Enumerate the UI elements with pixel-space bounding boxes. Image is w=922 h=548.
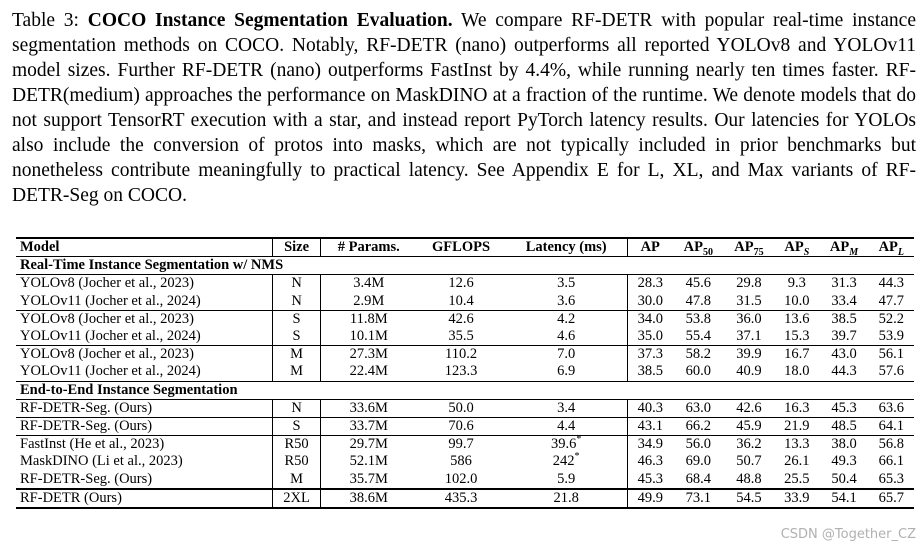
cell-size: N	[272, 399, 320, 417]
cell-apm: 44.3	[831, 363, 857, 380]
col-apl	[869, 238, 914, 257]
table-row	[16, 489, 914, 508]
table-row	[16, 453, 914, 470]
cell-ap: 49.9	[627, 489, 673, 508]
cell-ap50: 55.4	[685, 328, 711, 345]
cell-apl: 53.9	[878, 328, 904, 345]
cell-ap75: 29.8	[736, 275, 762, 292]
col-gflops: GFLOPS	[416, 238, 505, 257]
cell-params: 35.7M	[349, 470, 388, 487]
cell-aps: 15.3	[784, 328, 810, 345]
cell-size: R50	[272, 436, 320, 454]
cell-size: M	[272, 363, 320, 381]
cell-model: RF-DETR-Seg. (Ours)	[16, 417, 272, 435]
cell-aps: 10.0	[784, 292, 810, 309]
watermark: CSDN @Together_CZ	[780, 527, 916, 542]
cell-gflops: 50.0	[448, 399, 474, 416]
cell-params: 22.4M	[349, 363, 388, 380]
cell-apl: 66.1	[878, 453, 904, 470]
cell-apm: 54.1	[819, 489, 868, 508]
cell-ap75: 37.1	[736, 328, 762, 345]
cell-size: S	[272, 310, 320, 328]
table-row	[16, 470, 914, 488]
cell-size: M	[272, 346, 320, 364]
cell-apl: 52.2	[869, 310, 914, 328]
cell-ap: 28.3	[637, 275, 663, 292]
cell-params: 33.6M	[349, 399, 388, 416]
col-aps	[774, 238, 819, 257]
table-row	[16, 363, 914, 381]
cell-latency: 4.6	[506, 328, 627, 346]
col-ap50-label: AP	[683, 239, 703, 256]
cell-model: YOLOv11 (Jocher et al., 2024)	[16, 293, 272, 311]
cell-ap: 34.9	[627, 436, 673, 454]
cell-ap75: 36.2	[724, 436, 775, 454]
cell-gflops: 586	[450, 453, 472, 470]
cell-apm: 43.0	[819, 346, 868, 364]
section-title: End-to-End Instance Segmentation	[16, 381, 914, 399]
col-params: # Params.	[321, 238, 417, 257]
cell-latency: 39.6*	[506, 436, 627, 454]
cell-apl: 65.7	[869, 489, 914, 508]
table-row	[16, 436, 914, 454]
cell-latency: 6.9	[506, 363, 627, 381]
cell-ap50: 63.0	[685, 399, 711, 416]
cell-ap: 45.3	[637, 470, 663, 487]
col-aps-sub: S	[803, 246, 810, 258]
cell-ap75: 36.0	[724, 310, 775, 328]
table-row	[16, 293, 914, 311]
table-row	[16, 275, 914, 293]
cell-latency: 21.8	[506, 489, 627, 508]
cell-ap50: 66.2	[673, 417, 724, 435]
cell-apl: 47.7	[878, 292, 904, 309]
cell-model: RF-DETR (Ours)	[16, 489, 272, 508]
cell-aps: 9.3	[787, 275, 806, 292]
cell-ap: 46.3	[637, 453, 663, 470]
table-row	[16, 346, 914, 364]
cell-size: S	[272, 417, 320, 435]
cell-ap: 35.0	[637, 328, 663, 345]
table-caption	[12, 8, 916, 208]
col-ap50	[673, 238, 724, 257]
col-ap50-sub: 50	[702, 246, 713, 258]
cell-params: 2.9M	[353, 292, 385, 309]
cell-latency: 3.5	[506, 275, 627, 293]
col-model: Model	[16, 238, 272, 257]
cell-model: YOLOv11 (Jocher et al., 2024)	[16, 328, 272, 346]
col-size: Size	[272, 238, 320, 257]
cell-ap75: 45.9	[724, 417, 775, 435]
cell-ap50: 53.8	[673, 310, 724, 328]
cell-aps: 16.3	[784, 399, 810, 416]
cell-size: N	[272, 275, 320, 293]
cell-ap75: 48.8	[736, 470, 762, 487]
cell-latency: 4.2	[506, 310, 627, 328]
cell-aps: 13.3	[774, 436, 819, 454]
table-row	[16, 399, 914, 417]
cell-apl: 63.6	[878, 399, 904, 416]
results-table-wrapper	[16, 237, 914, 509]
header-row	[16, 238, 914, 257]
cell-gflops: 123.3	[444, 363, 478, 380]
cell-ap: 37.3	[627, 346, 673, 364]
cell-ap75: 31.5	[736, 292, 762, 309]
cell-model: RF-DETR-Seg. (Ours)	[16, 470, 272, 488]
col-ap75-label: AP	[734, 239, 754, 256]
cell-ap75: 39.9	[724, 346, 775, 364]
cell-size: S	[272, 328, 320, 346]
cell-params: 27.3M	[321, 346, 417, 364]
cell-ap75: 54.5	[724, 489, 775, 508]
cell-apl: 56.1	[869, 346, 914, 364]
cell-ap50: 56.0	[673, 436, 724, 454]
cell-ap50: 73.1	[673, 489, 724, 508]
cell-params: 52.1M	[349, 453, 388, 470]
col-apm	[819, 238, 868, 257]
cell-gflops: 42.6	[416, 310, 505, 328]
cell-ap75: 42.6	[736, 399, 762, 416]
col-apl-sub: L	[897, 246, 905, 258]
cell-ap50: 58.2	[673, 346, 724, 364]
cell-apl: 44.3	[878, 275, 904, 292]
cell-gflops: 99.7	[416, 436, 505, 454]
cell-gflops: 12.6	[448, 275, 474, 292]
cell-apl: 64.1	[869, 417, 914, 435]
cell-latency: 5.9	[506, 470, 627, 488]
table-row	[16, 417, 914, 435]
col-apl-label: AP	[878, 239, 898, 256]
col-latency: Latency (ms)	[506, 238, 627, 257]
cell-aps: 13.6	[774, 310, 819, 328]
results-table	[16, 237, 914, 509]
col-ap: AP	[627, 238, 673, 257]
cell-ap: 43.1	[627, 417, 673, 435]
cell-model: FastInst (He et al., 2023)	[16, 436, 272, 454]
cell-apm: 48.5	[819, 417, 868, 435]
cell-ap: 30.0	[637, 292, 663, 309]
cell-apm: 39.7	[831, 328, 857, 345]
cell-model: YOLOv8 (Jocher et al., 2023)	[16, 310, 272, 328]
cell-apm: 49.3	[831, 453, 857, 470]
col-ap75-sub: 75	[753, 246, 764, 258]
cell-ap50: 60.0	[685, 363, 711, 380]
cell-model: RF-DETR-Seg. (Ours)	[16, 399, 272, 417]
table-body	[16, 257, 914, 508]
cell-params: 3.4M	[353, 275, 385, 292]
cell-latency: 3.4	[506, 399, 627, 417]
cell-model: YOLOv8 (Jocher et al., 2023)	[16, 346, 272, 364]
cell-model: MaskDINO (Li et al., 2023)	[16, 453, 272, 470]
cell-latency: 3.6	[506, 293, 627, 311]
cell-ap50: 47.8	[685, 292, 711, 309]
cell-apl: 56.8	[869, 436, 914, 454]
col-apm-label: AP	[829, 239, 850, 256]
cell-aps: 18.0	[784, 363, 810, 380]
cell-size: N	[272, 293, 320, 311]
table-row	[16, 310, 914, 328]
cell-apl: 57.6	[878, 363, 904, 380]
cell-gflops: 35.5	[448, 328, 474, 345]
cell-params: 33.7M	[321, 417, 417, 435]
cell-params: 11.8M	[321, 310, 417, 328]
cell-ap50: 45.6	[685, 275, 711, 292]
cell-model: YOLOv8 (Jocher et al., 2023)	[16, 275, 272, 293]
caption-title: COCO Instance Segmentation Evaluation.	[87, 10, 453, 31]
cell-gflops: 102.0	[444, 470, 478, 487]
star-marker: *	[576, 434, 582, 446]
cell-params: 10.1M	[349, 328, 388, 345]
caption-label: Table 3:	[12, 10, 79, 31]
cell-params: 29.7M	[321, 436, 417, 454]
col-apm-sub: M	[849, 246, 859, 258]
cell-gflops: 10.4	[448, 292, 474, 309]
cell-ap50: 68.4	[685, 470, 711, 487]
cell-latency: 4.4	[506, 417, 627, 435]
cell-params: 38.6M	[321, 489, 417, 508]
cell-apm: 33.4	[831, 292, 857, 309]
cell-apm: 38.0	[819, 436, 868, 454]
caption-body: We compare RF-DETR with popular real-time instance segmentation methods on COCO. Notably, RF-DETR (nano) outperforms all reported YOLOv8 and YOLOv11 model sizes. Further RF-DETR (nano) outperforms FastInst by 4.4%, while running nearly ten times faster. RF-DETR(medium) approaches the performance on MaskDINO at a fraction of the runtime. We denote models that do not support TensorRT execution with a star, and instead report PyTorch latency results. Our latencies for YOLOs also include the conversion of protos into masks, which are not typically included in prior benchmarks but nonetheless contribute meaningfully to practical latency. See Appendix E for L, XL, and Max variants of RF-DETR-Seg on COCO.	[12, 10, 916, 206]
cell-gflops: 70.6	[416, 417, 505, 435]
cell-size: M	[272, 470, 320, 488]
cell-aps: 16.7	[774, 346, 819, 364]
cell-model: YOLOv11 (Jocher et al., 2024)	[16, 363, 272, 381]
cell-aps: 33.9	[774, 489, 819, 508]
cell-ap50: 69.0	[685, 453, 711, 470]
cell-ap: 40.3	[637, 399, 663, 416]
cell-apm: 45.3	[831, 399, 857, 416]
cell-aps: 26.1	[784, 453, 810, 470]
cell-aps: 21.9	[774, 417, 819, 435]
cell-size: R50	[272, 453, 320, 470]
star-marker: *	[574, 451, 580, 463]
cell-aps: 25.5	[784, 470, 810, 487]
table-row	[16, 328, 914, 346]
cell-ap75: 40.9	[736, 363, 762, 380]
cell-apm: 38.5	[819, 310, 868, 328]
cell-latency: 7.0	[506, 346, 627, 364]
cell-apm: 50.4	[831, 470, 857, 487]
cell-ap: 34.0	[627, 310, 673, 328]
cell-ap75: 50.7	[736, 453, 762, 470]
section-header-row	[16, 381, 914, 399]
cell-latency: 242*	[506, 453, 627, 470]
section-header-row	[16, 257, 914, 275]
col-aps-label: AP	[784, 239, 804, 256]
col-ap75	[724, 238, 775, 257]
cell-ap: 38.5	[637, 363, 663, 380]
cell-gflops: 110.2	[416, 346, 505, 364]
cell-apm: 31.3	[831, 275, 857, 292]
cell-apl: 65.3	[878, 470, 904, 487]
section-title: Real-Time Instance Segmentation w/ NMS	[16, 257, 914, 275]
cell-gflops: 435.3	[416, 489, 505, 508]
cell-size: 2XL	[272, 489, 320, 508]
